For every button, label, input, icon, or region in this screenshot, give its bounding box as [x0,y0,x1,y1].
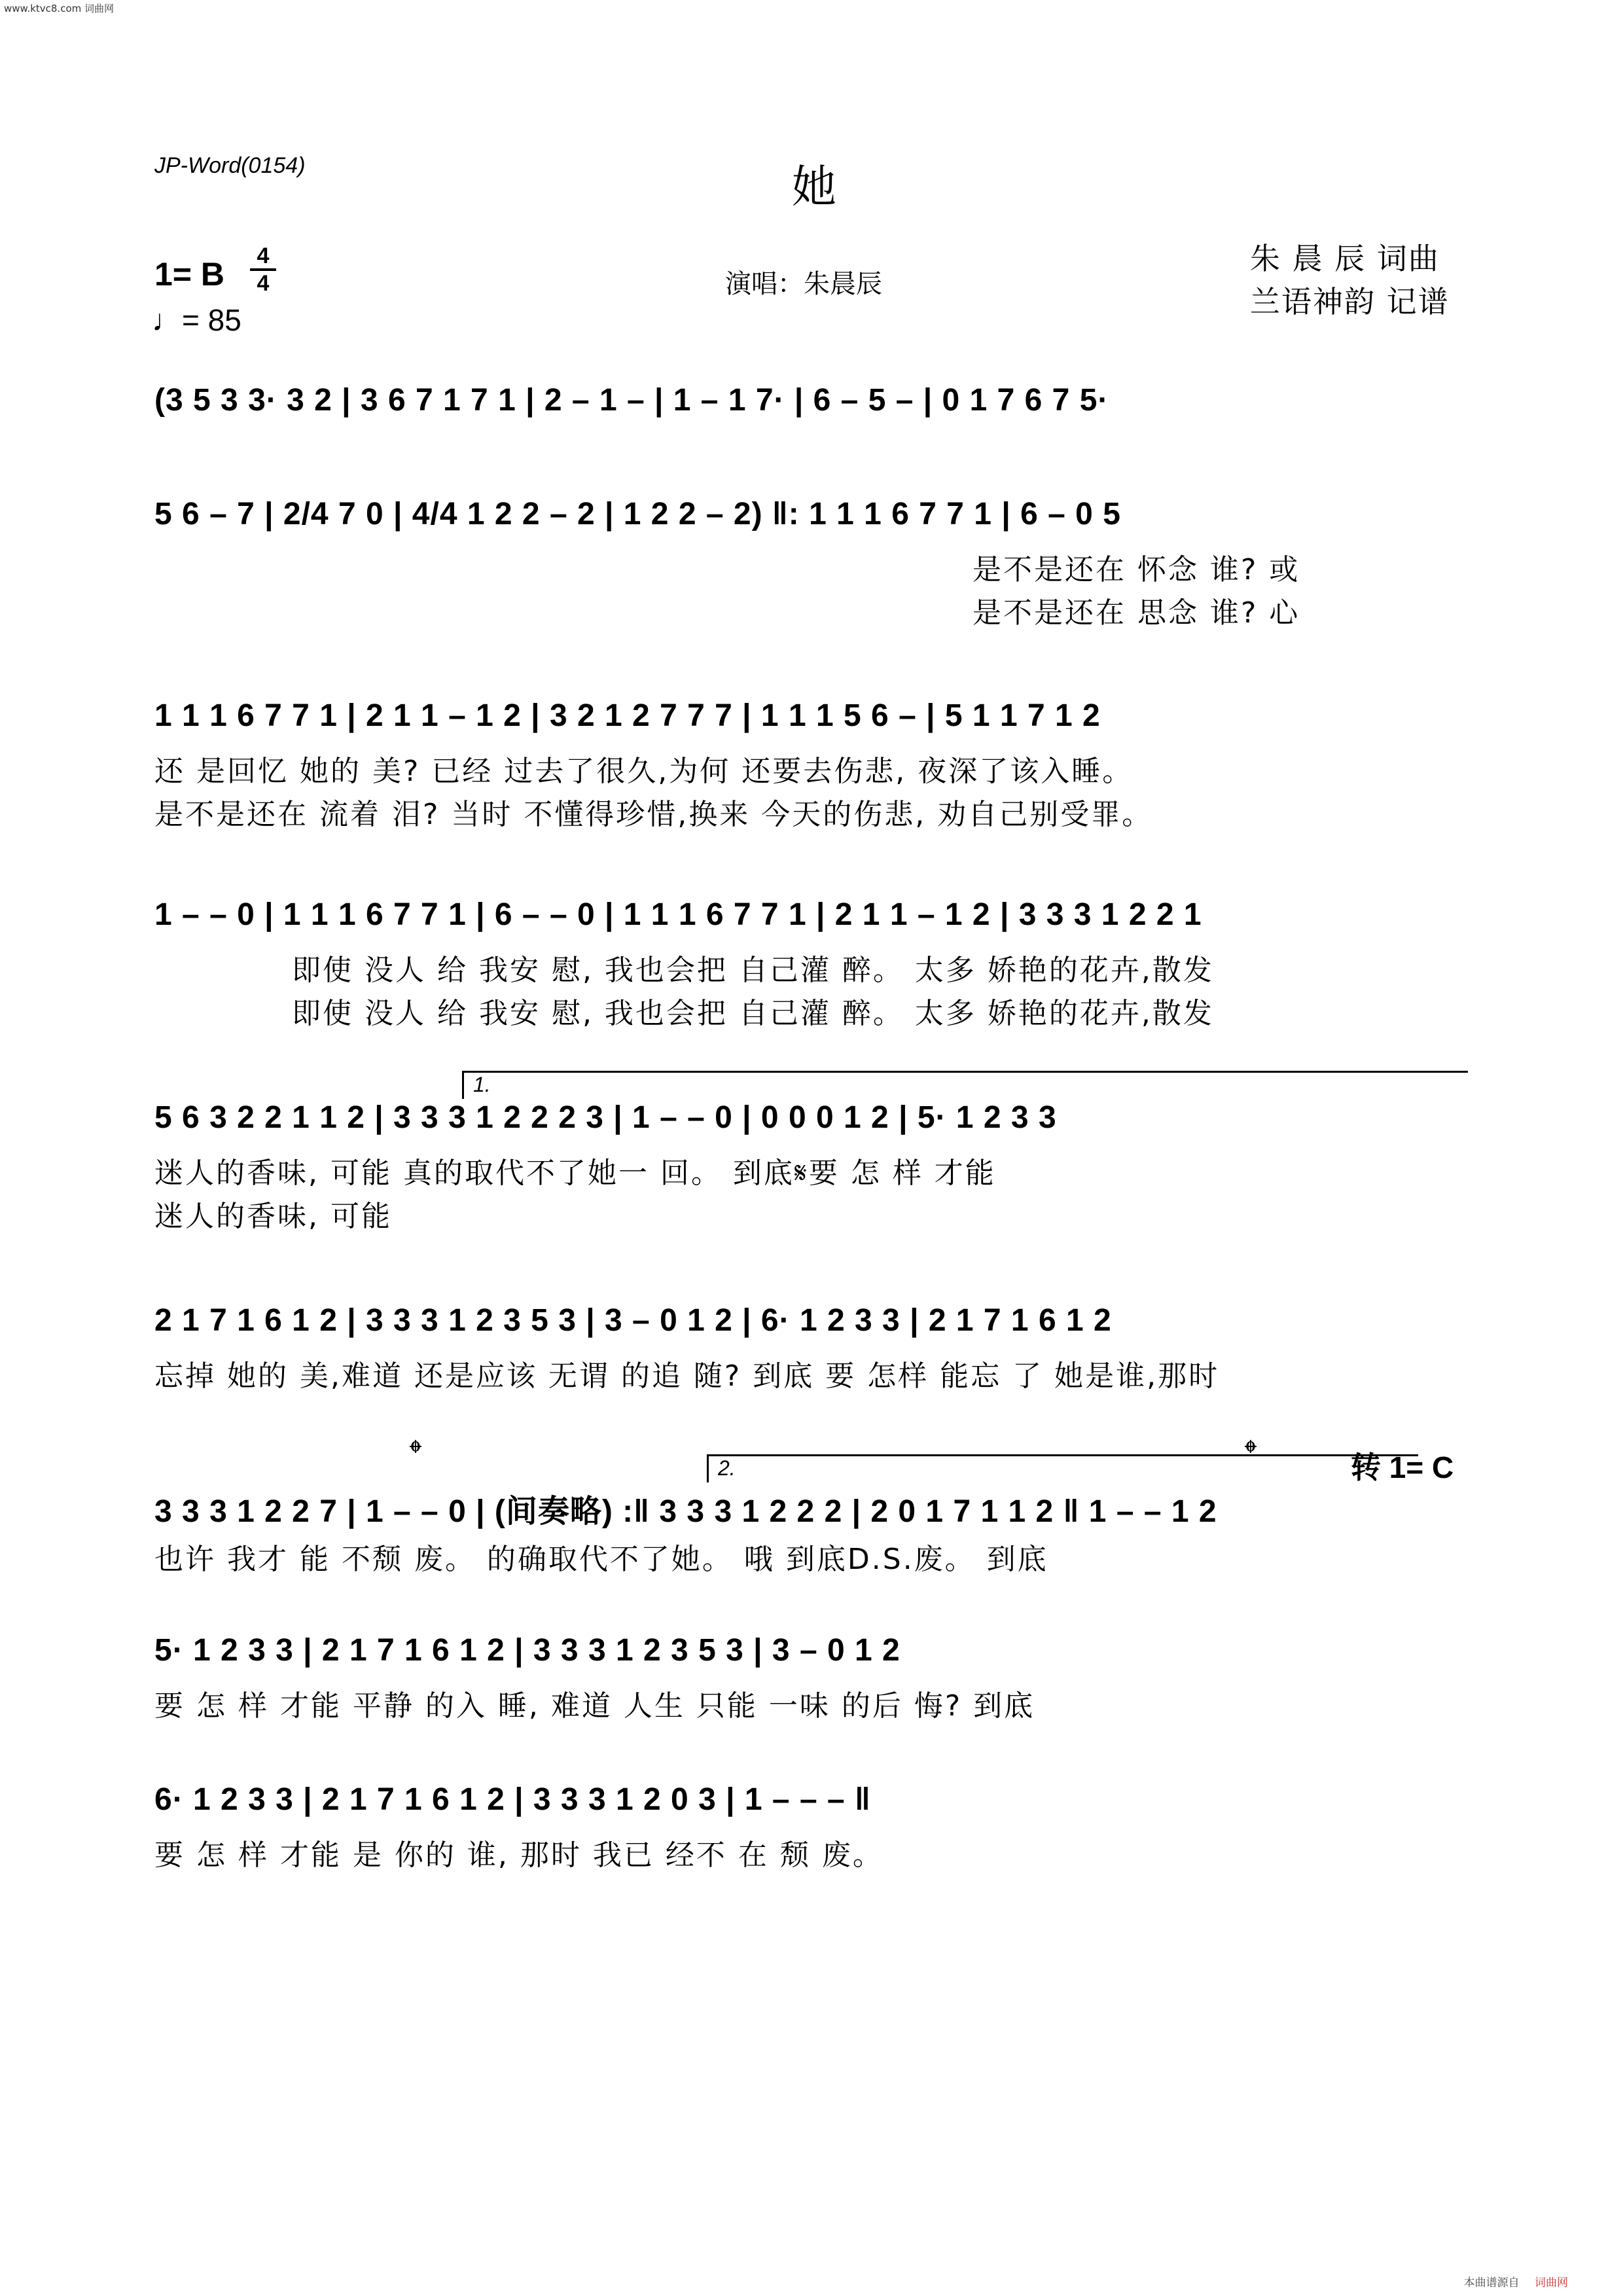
notation-row: 2 1 7 1 6 1 2 | 3 3 3 1 2 3 5 3 | 3 – 0 1 2 | 6· 1 2 3 3 | 2 1 7 1 6 1 2 [154,1303,1112,1338]
lyrics-verse-2: 是不是还在 流着 泪? 当时 不懂得珍惜,换来 今天的伤悲, 劝自己别受罪。 [154,798,1153,831]
lyrics-verse-1: 即使 没人 给 我安 慰, 我也会把 自己灌 醉。 太多 娇艳的花卉,散发 [292,954,1214,987]
time-signature [250,243,276,296]
lyrics-verse-2: 迷人的香味, 可能 [154,1200,392,1233]
notation-row: 1 – – 0 | 1 1 1 6 7 7 1 | 6 – – 0 | 1 1 1 6 7 7 1 | 2 1 1 – 1 2 | 3 3 3 1 2 2 1 [154,897,1202,932]
volta-second-ending: 2. [707,1454,1418,1482]
lyrics-verse-1: 还 是回忆 她的 美? 已经 过去了很久,为何 还要去伤悲, 夜深了该入睡。 [154,755,1133,788]
volta-first-ending: 1. [462,1071,1468,1099]
song-title: 她 [792,162,837,213]
notation-row: 6· 1 2 3 3 | 2 1 7 1 6 1 2 | 3 3 3 1 2 0 3 | 1 – – – ‖ [154,1782,871,1817]
singer-credit: 演唱：朱晨辰 [725,269,882,299]
time-sig-top: 4 [257,243,270,268]
time-sig-bottom: 4 [257,271,270,296]
lyrics-verse-1: 要 怎 样 才能 平静 的入 睡, 难道 人生 只能 一味 的后 悔? 到底 [154,1689,1035,1723]
lyrics-verse-1: 迷人的香味, 可能 真的取代不了她一 回。 到底𝄋要 怎 样 才能 [154,1157,996,1190]
transcriber-credit: 兰语神韵 记谱 [1250,284,1450,319]
lyrics-verse-1: 是不是还在 怀念 谁? 或 [972,553,1300,586]
key-signature: 1= B [154,256,225,293]
lyrics-verse-2: 即使 没人 给 我安 慰, 我也会把 自己灌 醉。 太多 娇艳的花卉,散发 [292,997,1214,1030]
notation-row: (3 5 3 3· 3 2 | 3 6 7 1 7 1 | 2 – 1 – | 1 – 1 7· | 6 – 5 – | 0 1 7 6 7 5· [154,383,1109,418]
coda-sign-1: 𝄌 [410,1433,421,1473]
key-change: 转 1= C [1351,1450,1454,1484]
credits-block [1250,237,1450,323]
footer-site-logo: 词曲网 [1535,2276,1568,2289]
coda-sign-2: 𝄌 [1245,1433,1257,1473]
lyrics-verse-2: 是不是还在 思念 谁? 心 [972,596,1300,630]
notation-row: 1 1 1 6 7 7 1 | 2 1 1 – 1 2 | 3 2 1 2 7 7 7 | 1 1 1 5 6 – | 5 1 1 7 1 2 [154,698,1101,733]
lyrics-verse-1: 要 怎 样 才能 是 你的 谁, 那时 我已 经不 在 颓 废。 [154,1839,883,1872]
footer [1464,2273,1568,2289]
notation-row: 3 3 3 1 2 2 7 | 1 – – 0 | (间奏略) :‖ 3 3 3 1 2 2 2 | 2 0 1 7 1 1 2 ‖ 1 – – 1 2 [154,1494,1217,1529]
source-label: JP-Word(0154) [154,153,306,178]
notation-row: 5 6 – 7 | 2/4 7 0 | 4/4 1 2 2 – 2 | 1 2 2 – 2) ‖: 1 1 1 6 7 7 1 | 6 – 0 5 [154,497,1121,531]
lyrics-verse-1: 忘掉 她的 美,难道 还是应该 无谓 的追 随? 到底 要 怎样 能忘 了 她是谁,那时 [154,1359,1220,1393]
site-watermark: www.ktvc8.com 词曲网 [4,3,115,14]
tempo-marking: ♩= 85 [152,303,241,337]
lyrics-verse-1: 也许 我才 能 不颓 废。 的确取代不了她。 哦 到底D.S.废。 到底 [154,1543,1048,1576]
notation-row: 5· 1 2 3 3 | 2 1 7 1 6 1 2 | 3 3 3 1 2 3 5 3 | 3 – 0 1 2 [154,1633,901,1668]
lyricist-credit: 朱 晨 辰 词曲 [1250,241,1440,276]
notation-row: 5 6 3 2 2 1 1 2 | 3 3 3 1 2 2 2 3 | 1 – – 0 | 0 0 0 1 2 | 5· 1 2 3 3 [154,1100,1057,1135]
footer-source-text: 本曲谱源自 [1463,2276,1520,2289]
